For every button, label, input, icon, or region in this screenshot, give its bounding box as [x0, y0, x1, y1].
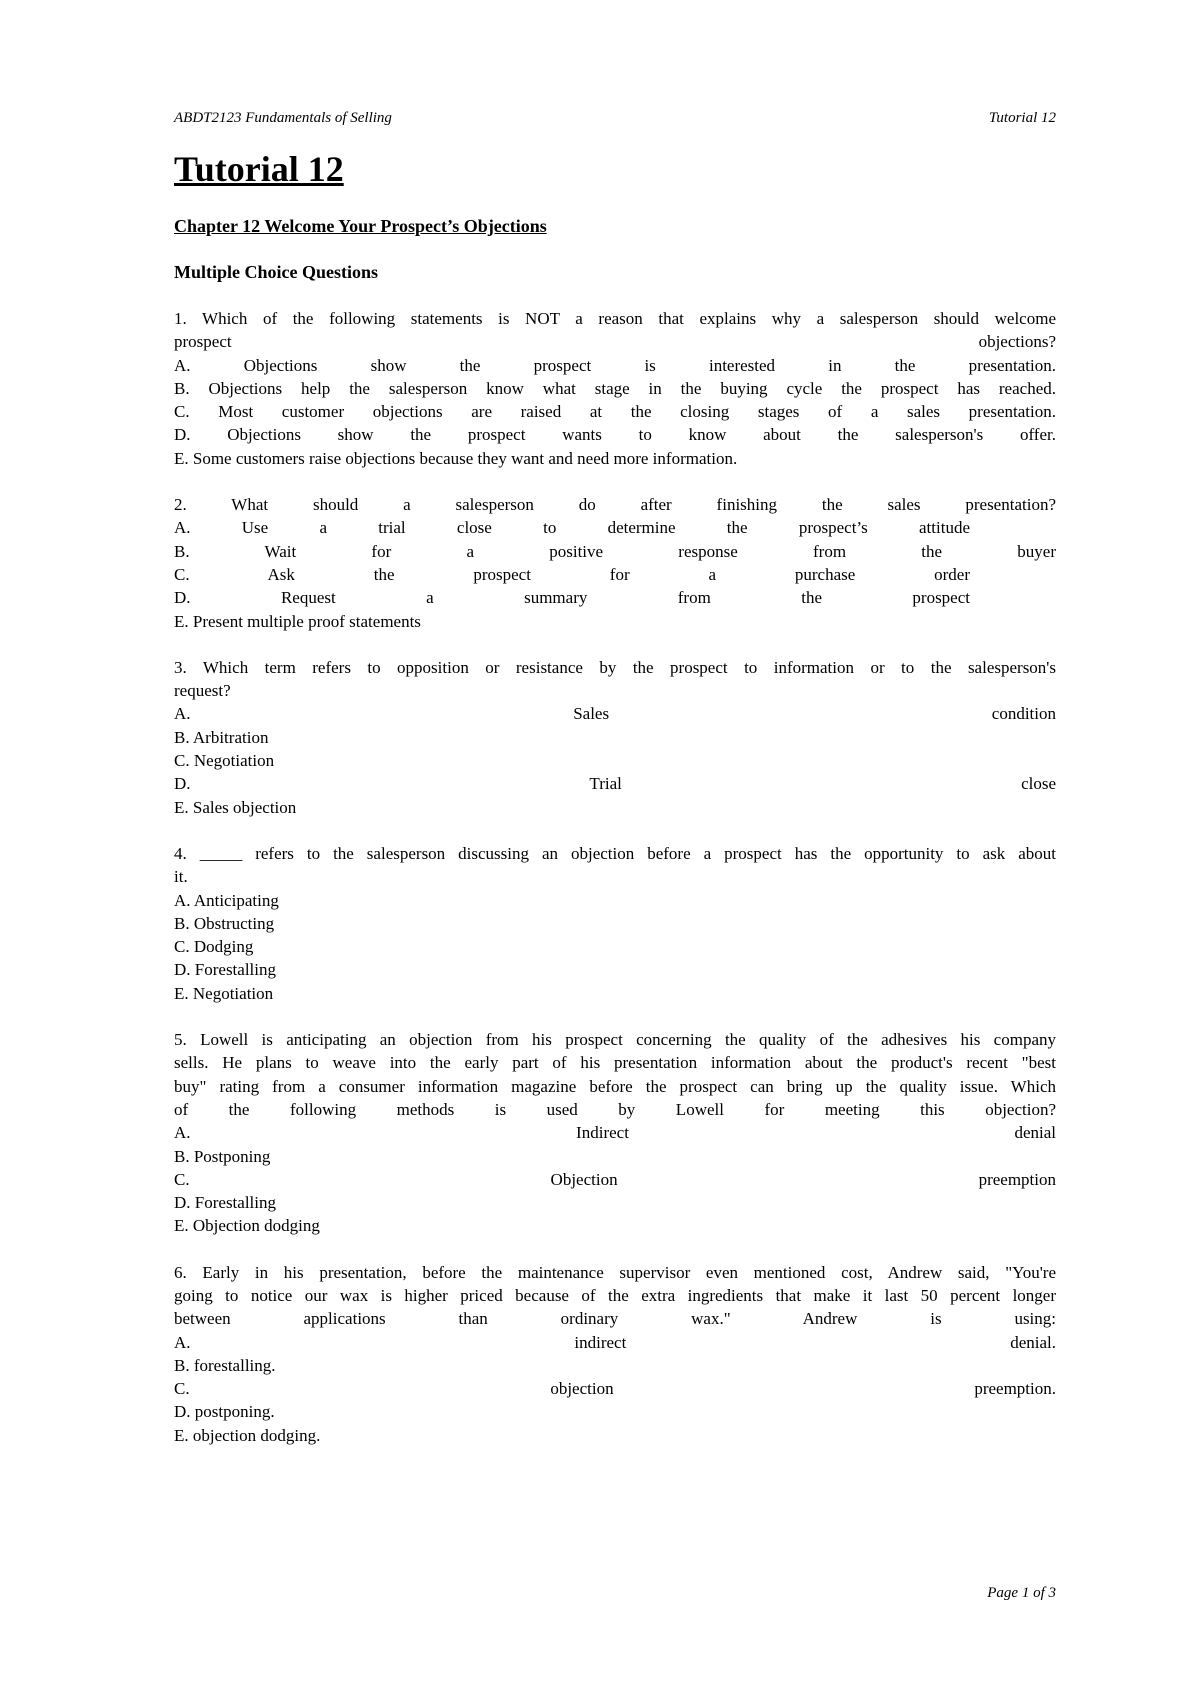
answer-option: C. Most customer objections are raised at the closing stages of a sales presentation. [174, 402, 1056, 422]
answer-option: A. Anticipating [174, 890, 279, 910]
answer-option: B. Obstructing [174, 913, 275, 933]
question-text: between applications than ordinary wax." Andrew is using: [174, 1309, 1056, 1329]
answer-option: A. Indirect denial [174, 1123, 1056, 1143]
answer-option: E. Negotiation [174, 983, 274, 1003]
answer-option: D. Request a summary from the prospect [174, 588, 970, 608]
page-number: Page 1 of 3 [987, 1585, 1056, 1601]
question-text: buy" rating from a consumer information magazine before the prospect can bring up the quality issue. Which [174, 1076, 1056, 1096]
answer-option: D. Forestalling [174, 960, 276, 980]
answer-option: E. objection dodging. [174, 1425, 321, 1445]
answer-option: E. Present multiple proof statements [174, 611, 421, 631]
question-text: 5. Lowell is anticipating an objection from his prospect concerning the quality of the adhesives his company [174, 1030, 1056, 1050]
answer-option: C. Ask the prospect for a purchase order [174, 564, 970, 584]
question-text: 1. Which of the following statements is NOT a reason that explains why a salesperson should welcome [174, 309, 1056, 328]
answer-option: B. Wait for a positive response from the buyer [174, 541, 1056, 561]
page-title: Tutorial 12 [174, 149, 344, 189]
chapter-heading: Chapter 12 Welcome Your Prospect’s Objections [174, 216, 547, 236]
answer-option: C. Objection preemption [174, 1169, 1056, 1189]
answer-option: D. Forestalling [174, 1193, 276, 1213]
question-text: 6. Early in his presentation, before the maintenance supervisor even mentioned cost, Andrew said, "You're [174, 1262, 1056, 1282]
question-1 [174, 307, 1056, 470]
answer-option: B. Postponing [174, 1146, 271, 1166]
question-text: sells. He plans to weave into the early part of his presentation information about the product's recent "best [174, 1053, 1056, 1073]
page-header [174, 110, 1056, 127]
answer-option: E. Some customers raise objections because they want and need more information. [174, 448, 738, 468]
course-name: ABDT2123 Fundamentals of Selling [174, 110, 392, 126]
question-2 [174, 493, 1056, 633]
question-list [174, 307, 1056, 1470]
question-text: of the following methods is used by Lowell for meeting this objection? [174, 1099, 1056, 1119]
answer-option: E. Sales objection [174, 797, 297, 817]
question-text: prospect objections? [174, 332, 1056, 352]
question-text: going to notice our wax is higher priced because of the extra ingredients that make it last 50 percent longer [174, 1285, 1056, 1305]
answer-option: E. Objection dodging [174, 1216, 320, 1236]
answer-option: A. Sales condition [174, 704, 1056, 724]
answer-option: B. forestalling. [174, 1355, 276, 1375]
answer-option: C. Negotiation [174, 751, 275, 771]
answer-option: C. objection preemption. [174, 1379, 1056, 1399]
question-text: 4. _____ refers to the salesperson discussing an objection before a prospect has the opportunity to ask about [174, 843, 1056, 863]
answer-option: D. Trial close [174, 774, 1056, 794]
question-6 [174, 1261, 1056, 1447]
answer-option: D. postponing. [174, 1402, 275, 1422]
header-tutorial-label: Tutorial 12 [988, 110, 1056, 126]
section-heading: Multiple Choice Questions [174, 262, 379, 282]
answer-option: A. indirect denial. [174, 1332, 1056, 1352]
question-3 [174, 656, 1056, 819]
question-4 [174, 842, 1056, 1005]
answer-option: B. Objections help the salesperson know what stage in the buying cycle the prospect has reached. [174, 378, 1056, 398]
answer-option: D. Objections show the prospect wants to know about the salesperson's offer. [174, 425, 1056, 445]
question-text: 2. What should a salesperson do after finishing the sales presentation? [174, 495, 1056, 515]
answer-option: A. Objections show the prospect is interested in the presentation. [174, 355, 1056, 375]
answer-option: A. Use a trial close to determine the prospect’s attitude [174, 518, 970, 538]
question-text: 3. Which term refers to opposition or resistance by the prospect to information or to the salesperson's [174, 657, 1056, 677]
question-text: request? [174, 681, 231, 701]
answer-option: C. Dodging [174, 937, 254, 957]
question-5 [174, 1028, 1056, 1238]
question-text: it. [174, 867, 188, 887]
answer-option: B. Arbitration [174, 727, 269, 747]
